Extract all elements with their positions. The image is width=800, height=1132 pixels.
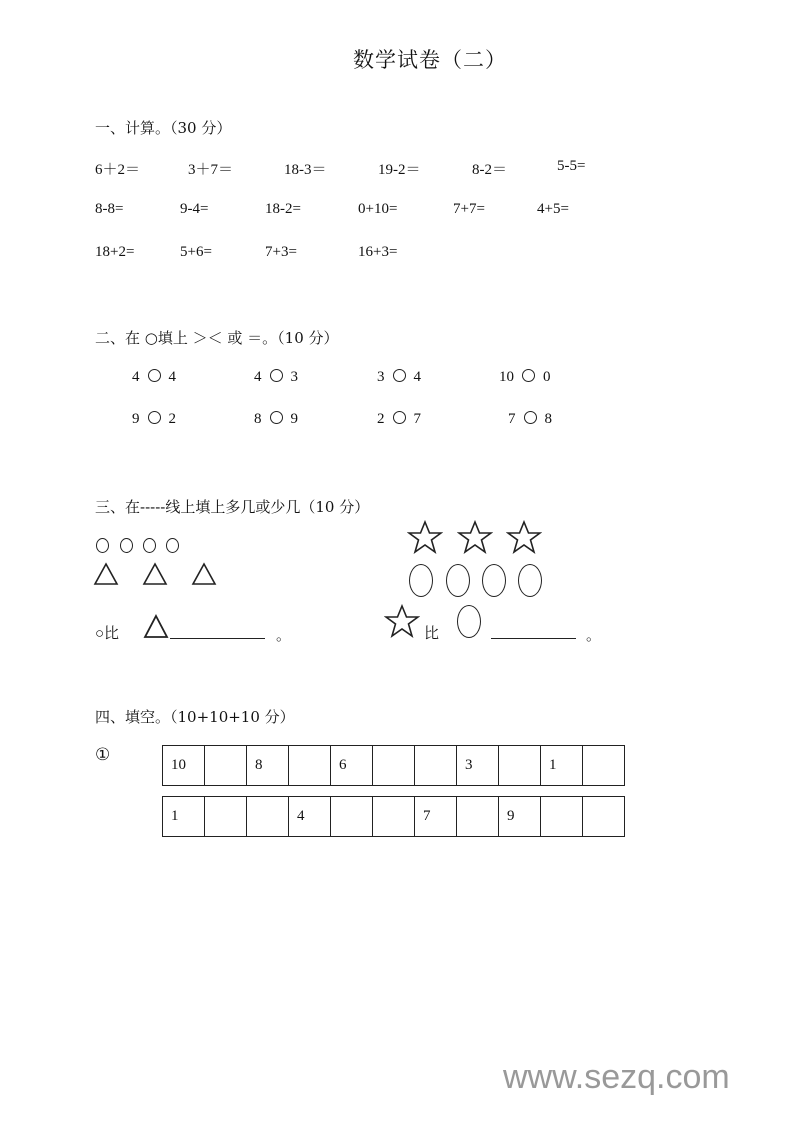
right-number: 4 (168, 369, 176, 385)
blank-circle-icon[interactable] (148, 369, 161, 382)
triangle-icon (143, 614, 169, 640)
grid-cell: 7 (415, 797, 457, 837)
problem: 18+2= (95, 244, 135, 260)
problem: 5+6= (180, 244, 212, 260)
number-grid-ascending (162, 796, 625, 837)
left-number: 4 (254, 369, 262, 385)
watermark: www.sezq.com (503, 1058, 730, 1096)
star-icon (407, 520, 443, 554)
number-grid-descending (162, 745, 625, 786)
grid-cell[interactable] (331, 797, 373, 837)
circle-icon (143, 538, 156, 553)
grid-cell[interactable] (247, 797, 289, 837)
grid-cell[interactable] (289, 746, 331, 786)
problem: 3＋7＝ (188, 162, 234, 178)
grid-cell[interactable] (205, 797, 247, 837)
problem: 7+7= (453, 201, 485, 217)
right-number: 0 (543, 369, 551, 385)
than-label: 比 (424, 626, 440, 642)
blank-circle-icon[interactable] (393, 411, 406, 424)
comparison-item (132, 369, 176, 386)
grid-cell: 9 (499, 797, 541, 837)
left-number: 10 (499, 369, 514, 385)
left-number: 4 (132, 369, 140, 385)
comparison-item (499, 369, 551, 386)
problem: 16+3= (358, 244, 398, 260)
grid-cell[interactable] (583, 746, 625, 786)
problem: 8-2＝ (472, 162, 507, 178)
problem: 18-3＝ (284, 162, 327, 178)
right-number: 2 (168, 411, 176, 427)
grid-cell: 3 (457, 746, 499, 786)
page-title: 数学试卷（二） (353, 48, 507, 72)
blank-circle-icon[interactable] (522, 369, 535, 382)
blank-circle-icon[interactable] (393, 369, 406, 382)
grid-cell[interactable] (373, 746, 415, 786)
oval-icon (409, 564, 433, 597)
grid-cell[interactable] (583, 797, 625, 837)
oval-icon (446, 564, 470, 597)
grid-cell: 4 (289, 797, 331, 837)
blank-circle-icon[interactable] (270, 369, 283, 382)
period: 。 (276, 628, 292, 644)
comparison-item (132, 411, 176, 428)
problem: 7+3= (265, 244, 297, 260)
oval-icon (518, 564, 542, 597)
comparison-item (508, 411, 552, 428)
problem: 18-2= (265, 201, 301, 217)
grid-cell: 6 (331, 746, 373, 786)
answer-blank[interactable] (491, 638, 576, 639)
circle-than-label: ○比 (95, 626, 120, 642)
left-number: 8 (254, 411, 262, 427)
circle-icon (166, 538, 179, 553)
problem: 0+10= (358, 201, 398, 217)
right-number: 8 (544, 411, 552, 427)
grid-cell[interactable] (205, 746, 247, 786)
problem: 5-5= (557, 158, 586, 174)
comparison-item (254, 369, 298, 386)
period: 。 (586, 628, 602, 644)
section1-heading: 一、计算。（30 分） (95, 119, 232, 137)
left-number: 7 (508, 411, 516, 427)
right-number: 3 (290, 369, 298, 385)
comparison-item (377, 411, 421, 428)
left-number: 9 (132, 411, 140, 427)
answer-blank[interactable] (170, 638, 265, 639)
circle-icon (96, 538, 109, 553)
right-number: 9 (290, 411, 298, 427)
circle-icon (120, 538, 133, 553)
oval-icon (482, 564, 506, 597)
grid-cell[interactable] (499, 746, 541, 786)
star-icon (506, 520, 542, 554)
triangle-icon (142, 562, 168, 586)
star-icon (384, 604, 420, 638)
grid-cell: 1 (163, 797, 205, 837)
problem: 6＋2＝ (95, 162, 141, 178)
section2-heading: 二、在 ○填上 ＞＜ 或 ＝。（10 分） (95, 329, 339, 347)
blank-circle-icon[interactable] (148, 411, 161, 424)
problem: 8-8= (95, 201, 124, 217)
problem: 9-4= (180, 201, 209, 217)
grid-cell: 10 (163, 746, 205, 786)
comparison-item (377, 369, 421, 386)
triangle-icon (93, 562, 119, 586)
grid-cell[interactable] (541, 797, 583, 837)
grid-cell: 8 (247, 746, 289, 786)
blank-circle-icon[interactable] (270, 411, 283, 424)
left-number: 3 (377, 369, 385, 385)
problem: 19-2＝ (378, 162, 421, 178)
problem: 4+5= (537, 201, 569, 217)
grid-cell: 1 (541, 746, 583, 786)
left-number: 2 (377, 411, 385, 427)
grid-cell[interactable] (373, 797, 415, 837)
right-number: 7 (413, 411, 421, 427)
oval-icon (457, 605, 481, 638)
triangle-icon (191, 562, 217, 586)
blank-circle-icon[interactable] (524, 411, 537, 424)
grid-cell[interactable] (457, 797, 499, 837)
item-marker: ① (95, 745, 111, 764)
grid-cell[interactable] (415, 746, 457, 786)
right-number: 4 (413, 369, 421, 385)
section3-heading: 三、在-----线上填上多几或少几（10 分） (95, 498, 370, 516)
comparison-item (254, 411, 298, 428)
star-icon (457, 520, 493, 554)
section4-heading: 四、填空。（10+10+10 分） (95, 708, 295, 726)
